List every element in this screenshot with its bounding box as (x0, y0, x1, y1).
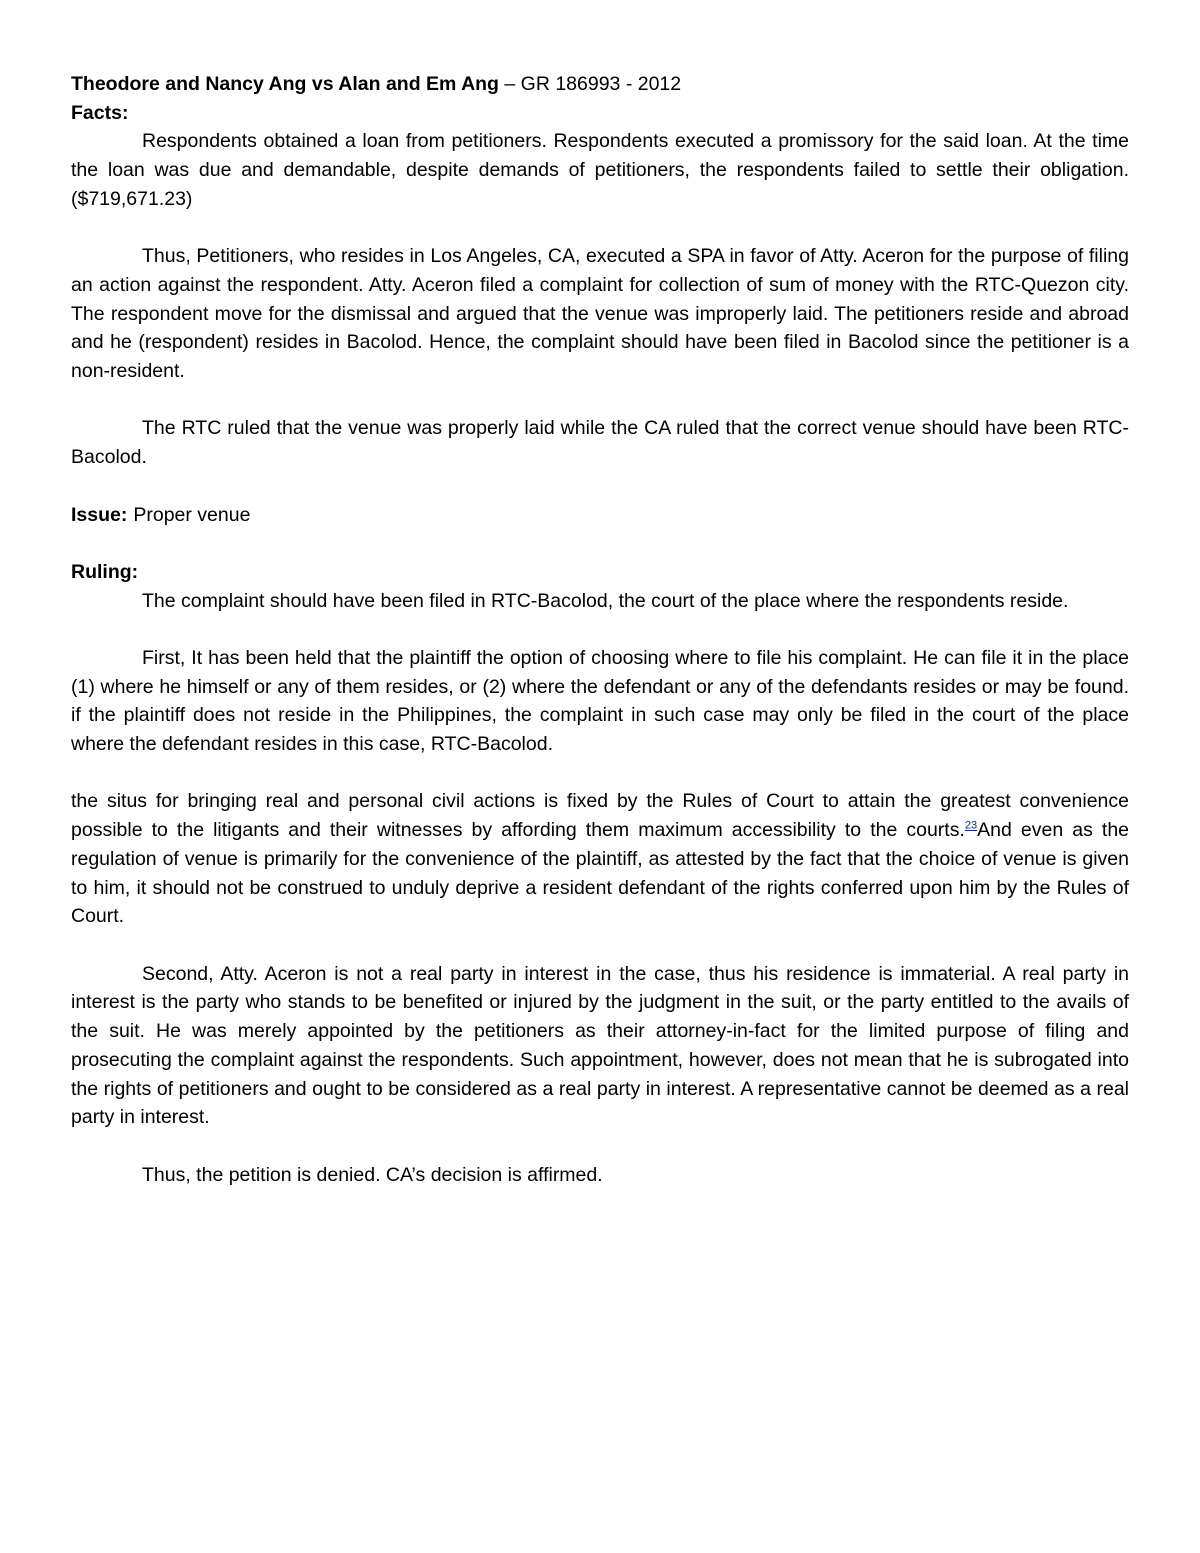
spacer (71, 214, 1129, 243)
facts-paragraph-2: Thus, Petitioners, who resides in Los Angeles, CA, executed a SPA in favor of Atty. Aceron for the purpose of filing an action against the respondent. Atty. Aceron filed a complaint for collection of sum of money with the RTC-Quezon city. The respondent move for the dismissal and argued that the venue was improperly laid. The petitioners reside and abroad and he (respondent) resides in Bacolod. Hence, the complaint should have been filed in Bacolod since the petitioner is a non-resident. (71, 245, 1129, 383)
ruling-paragraph-1: The complaint should have been filed in RTC-Bacolod, the court of the place where the respondents reside. (142, 589, 1069, 612)
case-title-gr-number: – GR 186993 - 2012 (498, 73, 682, 95)
issue-line (71, 501, 1129, 530)
ruling-heading: Ruling: (71, 560, 139, 583)
spacer (71, 931, 1129, 960)
case-title (71, 70, 1129, 99)
case-title-parties: Theodore and Nancy Ang vs Alan and Em Ang (71, 73, 499, 95)
issue-value: Proper venue (133, 503, 251, 526)
ruling-paragraph-5: Thus, the petition is denied. CA’s decision is affirmed. (142, 1163, 603, 1186)
spacer (71, 615, 1129, 644)
spacer (71, 529, 1129, 558)
issue-heading: Issue: (71, 503, 128, 526)
facts-heading: Facts: (71, 101, 129, 124)
ruling-paragraph-2: First, It has been held that the plaintiff the option of choosing where to file his complaint. He can file it in the place (1) where he himself or any of them resides, or (2) where the defendant or any of the defendants resides or may be found. if the plaintiff does not reside in the Philippines, the complaint in such case may only be filed in the court of the place where the defendant resides in this case, RTC-Bacolod. (71, 646, 1129, 756)
document-page (71, 70, 1129, 1189)
ruling-paragraph-3-text-continued: And even as the regulation of venue is primarily for the convenience of the plaintiff, as attested by the fact that the choice of venue is given to him, it should not be construed to unduly deprive a resident defendant of the rights conferred upon him by the Rules of Court. (71, 819, 1130, 928)
facts-paragraph-3: The RTC ruled that the venue was properly laid while the CA ruled that the correct venue should have been RTC-Bacolod. (71, 417, 1129, 469)
ruling-paragraph-4: Second, Atty. Aceron is not a real party in interest in the case, thus his residence is immaterial. A real party in interest is the party who stands to be benefited or injured by the judgment in the suit, or the party entitled to the avails of the suit. He was merely appointed by the petitioners as their attorney-in-fact for the limited purpose of filing and prosecuting the complaint against the respondents. Such appointment, however, does not mean that he is subrogated into the rights of petitioners and ought to be considered as a real party in interest. A representative cannot be deemed as a real party in interest. (71, 962, 1129, 1129)
ruling-paragraph-3-text: the situs for bringing real and personal civil actions is fixed by the Rules of Court to attain the greatest convenience possible to the litigants and their witnesses by affording them maximum accessibility to the courts. (71, 790, 1129, 842)
spacer (71, 1132, 1129, 1161)
spacer (71, 759, 1129, 788)
facts-paragraph-1: Respondents obtained a loan from petitioners. Respondents executed a promissory for the said loan. At the time the loan was due and demandable, despite demands of petitioners, the respondents failed to settle their obligation. ($719,671.23) (71, 130, 1129, 210)
footnote-link[interactable]: 23 (964, 819, 978, 832)
spacer (71, 472, 1129, 501)
spacer (71, 386, 1129, 415)
ruling-paragraph-3 (71, 787, 1129, 931)
